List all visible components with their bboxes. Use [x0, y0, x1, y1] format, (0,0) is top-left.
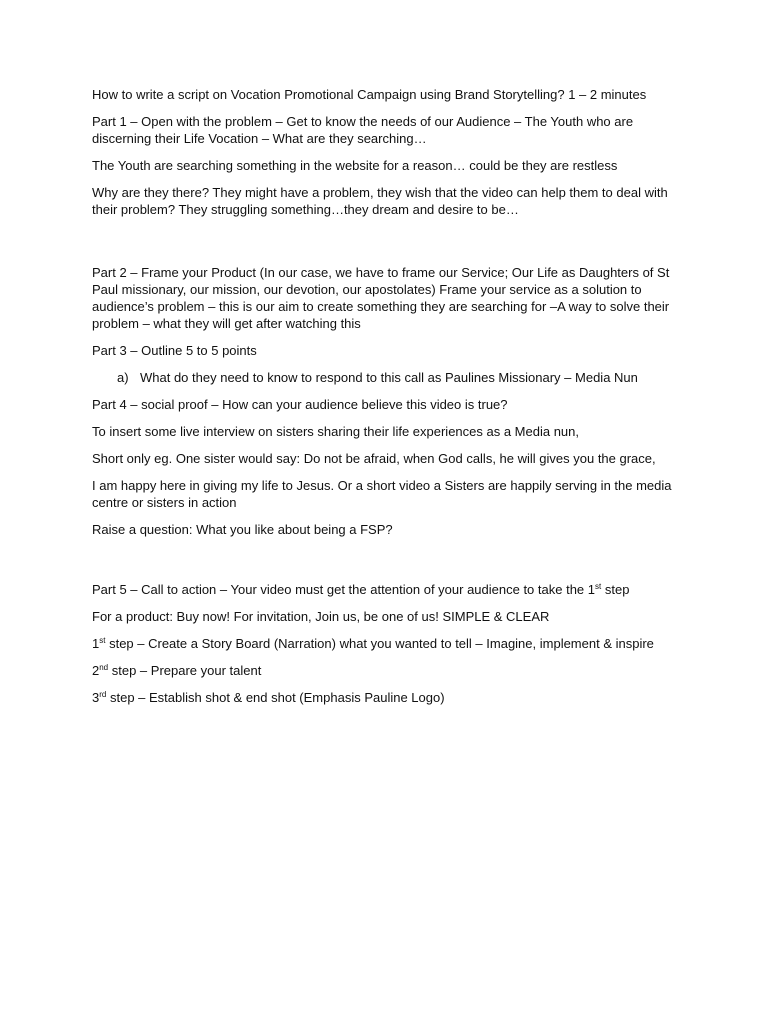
product-paragraph: For a product: Buy now! For invitation, Join us, be one of us! SIMPLE & CLEAR — [92, 609, 550, 624]
part5-superscript: st — [595, 582, 602, 591]
youth-searching-paragraph: The Youth are searching something in the website for a reason… could be they are restless — [92, 158, 618, 173]
step1-superscript: st — [99, 636, 106, 645]
step3-paragraph — [92, 689, 692, 706]
document-title-line: How to write a script on Vocation Promotional Campaign using Brand Storytelling? 1 – 2 minutes — [92, 87, 647, 102]
part1-paragraph: Part 1 – Open with the problem – Get to know the needs of our Audience – The Youth who are discerning their Life Vocation – What are they searching… — [92, 114, 634, 146]
sister-quote-paragraph: Short only eg. One sister would say: Do not be afraid, when God calls, he will gives you the grace, — [92, 451, 656, 466]
step1-paragraph — [92, 635, 692, 652]
part5-text: Part 5 – Call to action – Your video must get the attention of your audience to take the 1 — [92, 582, 595, 597]
step3-number: 3 — [92, 690, 100, 705]
part3-paragraph: Part 3 – Outline 5 to 5 points — [92, 343, 257, 358]
why-there-paragraph: Why are they there? They might have a problem, they wish that the video can help them to deal with their problem? They struggling something…they dream and desire to be… — [92, 185, 668, 217]
happy-here-paragraph: I am happy here in giving my life to Jesus. Or a short video a Sisters are happily serving in the media centre or sisters in action — [92, 478, 672, 510]
interview-paragraph: To insert some live interview on sisters sharing their life experiences as a Media nun, — [92, 424, 580, 439]
step1-number: 1 — [92, 636, 100, 651]
step2-superscript: nd — [99, 663, 109, 672]
list-marker: a) — [117, 370, 129, 385]
paragraph-spacer — [92, 548, 692, 581]
list-item-text: What do they need to know to respond to this call as Paulines Missionary – Media Nun — [140, 370, 638, 385]
step2-paragraph — [92, 662, 692, 679]
part2-paragraph: Part 2 – Frame your Product (In our case, we have to frame our Service; Our Life as Daughters of St Paul missionary, our mission, our devotion, our apostolates) Frame your service as a solution to audience’s problem – this is our aim to create something they are searching for –A way to solve their problem – what they will get after watching this — [92, 265, 670, 331]
part5-text-end: step — [601, 582, 630, 597]
step2-number: 2 — [92, 663, 100, 678]
step3-superscript: rd — [99, 690, 107, 699]
raise-question-paragraph: Raise a question: What you like about being a FSP? — [92, 522, 393, 537]
document-page — [92, 86, 692, 716]
step3-text: step – Establish shot & end shot (Emphasis Pauline Logo) — [106, 690, 445, 705]
step1-text: step – Create a Story Board (Narration) what you wanted to tell – Imagine, implement & inspire — [105, 636, 654, 651]
step2-text: step – Prepare your talent — [108, 663, 262, 678]
paragraph-spacer — [92, 228, 692, 264]
part4-paragraph: Part 4 – social proof – How can your audience believe this video is true? — [92, 397, 508, 412]
list-item — [92, 369, 692, 386]
part5-paragraph — [92, 581, 692, 598]
